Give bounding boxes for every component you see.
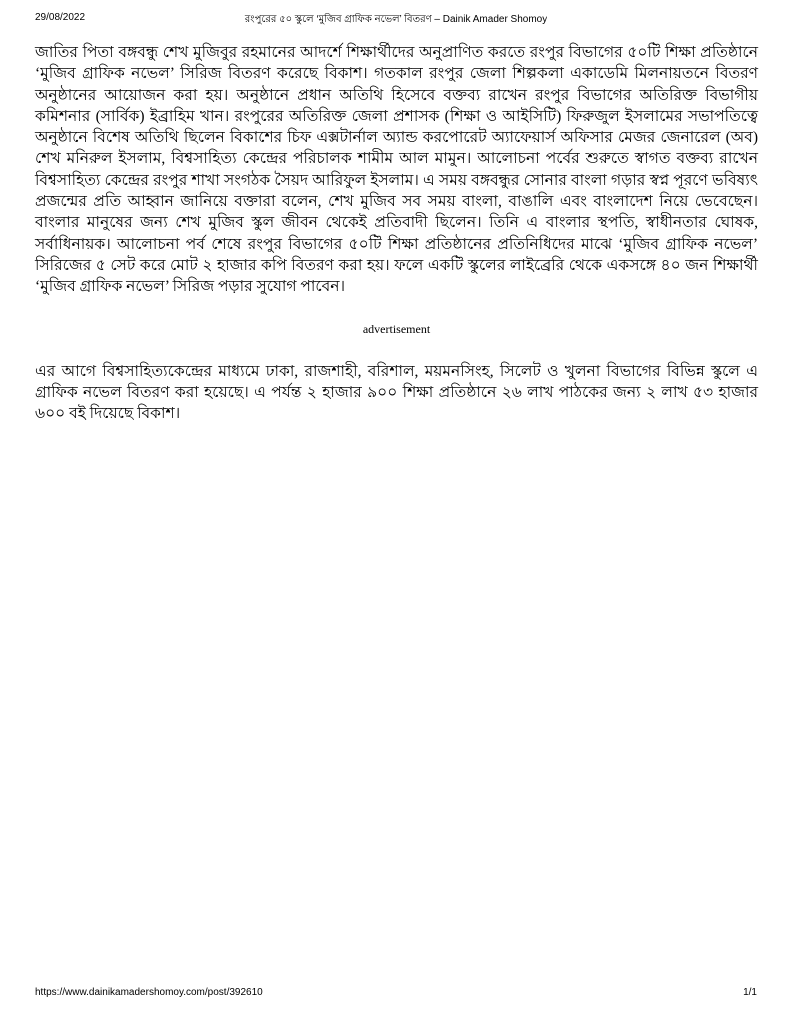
page-number-indicator: 1/1 [743, 987, 757, 998]
article-paragraph-2: এর আগে বিশ্বসাহিত্যকেন্দ্রের মাধ্যমে ঢাকা, রাজশাহী, বরিশাল, ময়মনসিংহ, সিলেট ও খুলনা বিভাগের বিভিন্ন স্কুলে এ গ্রাফিক নভেল বিতরণ করা হয়েছে। এ পর্যন্ত ২ হাজার ৯০০ শিক্ষা প্রতিষ্ঠানে ২৬ লাখ পাঠকের জন্য ২ লাখ ৫৩ হাজার ৬০০ বই দিয়েছে বিকাশ। [35, 362, 758, 423]
article-body [35, 42, 758, 424]
document-title: রংপুরের ৫০ স্কুলে ‘মুজিব গ্রাফিক নভেল’ বিতরণ – Dainik Amader Shomoy [244, 14, 548, 25]
source-url: https://www.dainikamadershomoy.com/post/392610 [35, 987, 263, 998]
print-footer [35, 987, 757, 1000]
print-date: 29/08/2022 [35, 12, 86, 23]
advertisement-placeholder: advertisement [362, 321, 431, 336]
print-header [35, 12, 757, 26]
article-paragraph-1: জাতির পিতা বঙ্গবন্ধু শেখ মুজিবুর রহমানের আদর্শে শিক্ষার্থীদের অনুপ্রাণিত করতে রংপুর বিভাগের ৫০টি শিক্ষা প্রতিষ্ঠানে ‘মুজিব গ্রাফিক নভেল’ সিরিজ বিতরণ করেছে বিকাশ। গতকাল রংপুর জেলা শিল্পকলা একাডেমি মিলনায়তনে বিতরণ অনুষ্ঠানের আয়োজন করা হয়। অনুষ্ঠানে প্রধান অতিথি হিসেবে বক্তব্য রাখেন রংপুর বিভাগের অতিরিক্ত বিভাগীয় কমিশনার (সার্বিক) ইব্রাহিম খান। রংপুরের অতিরিক্ত জেলা প্রশাসক (শিক্ষা ও আইসিটি) ফিরুজুল ইসলামের সভাপতিত্বে অনুষ্ঠানে বিশেষ অতিথি ছিলেন বিকাশের চিফ এক্সটার্নাল অ্যান্ড করপোরেট অ্যাফেয়ার্স অফিসার মেজর জেনারেল (অব) শেখ মনিরুল ইসলাম, বিশ্বসাহিত্য কেন্দ্রের পরিচালক শামীম আল মামুন। আলোচনা পর্বের শুরুতে স্বাগত বক্তব্য রাখেন বিশ্বসাহিত্য কেন্দ্রের রংপুর শাখা সংগঠক সৈয়দ আরিফুল ইসলাম। এ সময় বঙ্গবন্ধুর সোনার বাংলা গড়ার স্বপ্ন পূরণে ভবিষ্যৎ প্রজন্মের প্রতি আহ্বান জানিয়ে বক্তারা বলেন, শেখ মুজিব সব সময় বাংলা, বাঙালি এবং বাংলাদেশ নিয়ে ভেবেছেন। বাংলার মানুষের জন্য শেখ মুজিব স্কুল জীবন থেকেই প্রতিবাদী ছিলেন। তিনি এ বাংলার স্থপতি, স্বাধীনতার ঘোষক, সর্বাধিনায়ক। আলোচনা পর্ব শেষে রংপুর বিভাগের ৫০টি শিক্ষা প্রতিষ্ঠানের প্রতিনিধিদের মাঝে ‘মুজিব গ্রাফিক নভেল’ সিরিজের ৫ সেট করে মোট ২ হাজার কপি বিতরণ করা হয়। ফলে একটি স্কুলের লাইব্রেরি থেকে একসঙ্গে ৪০ জন শিক্ষার্থী ‘মুজিব গ্রাফিক নভেল’ সিরিজ পড়ার সুযোগ পাবেন। [35, 44, 758, 296]
